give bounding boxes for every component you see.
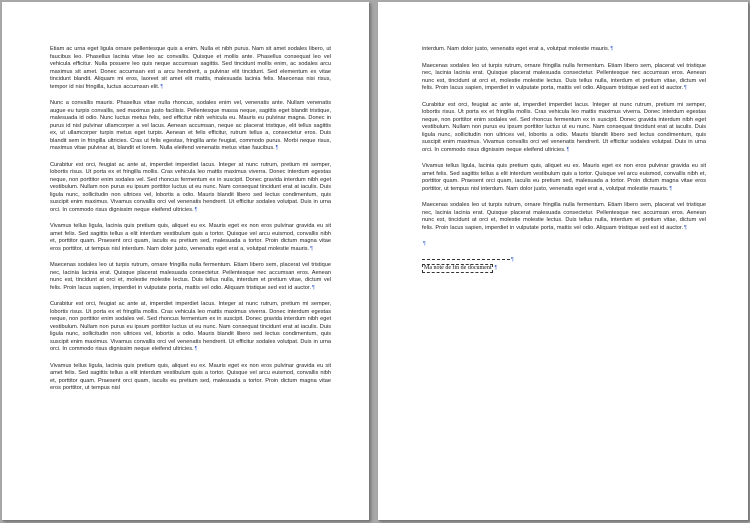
paragraph[interactable] xyxy=(50,301,331,354)
paragraph[interactable] xyxy=(50,162,331,215)
paragraph-text: Curabitur est orci, feugiat ac ante at, imperdiet imperdiet lacus. Integer at nunc rutrum, pretium mi semper, lobortis risus. Ut porta ex et fringilla mollis. Cras vehicula leo mattis maximus viverra. Donec interdum egestas neque, non porttitor enim sodales vel. Sed rhoncus fermentum ex in suscipit. Donec gravida interdum nibh eget vestibulum. Nullam non purus eu ipsum porttitor luctus ut eu nunc. Nam consequat tincidunt erat at iaculis. Duis ligula nunc, sollicitudin non ultrices vel, lobortis a odio. Mauris blandit libero sed lectus condimentum, quis suscipit enim maximus. Vivamus convallis orci vel venenatis hendrerit. Ut efficitur sodales volutpat. Duis in urna orci. In commodo risus dignissim neque eleifend ultricies. xyxy=(50,301,331,352)
paragraph-text: Vivamus tellus ligula, lacinia quis pretium quis, aliquet eu ex. Mauris eget ex non eros pulvinar gravida eu sit amet felis. Sed sagittis tellus a elit interdum vestibulum quis a tortor. Quisque vel arcu euismod, convallis nibh et, porttitor quam. Praesent orci quam, iaculis eu pretium sed, malesuada a tortor. Proin dictum magna vitae eros porttitor, ut tempus nisl interdum. Nam dolor justo, venenatis eget erat a, volutpat molestie mauris. xyxy=(422,163,706,192)
paragraph-mark-icon: ¶ xyxy=(610,46,614,52)
paragraph-text: Nunc a convallis mauris. Phasellus vitae nulla rhoncus, sodales enim vel, venenatis ante. Nullam venenatis augue eu turpis convallis, sed maximus justo facilisis. Pellentesque massa neque, sagittis eget blandit tristique, malesuada id odio. Nunc luctus metus felis, sed efficitur nibh vehicula eu. Mauris eu pulvinar magna. Donec in purus id nisl pulvinar ullamcorper a vel lacus. Aenean accumsan, neque ac placerat tristique, elit tellus sagittis ex, ut ullamcorper turpis metus eget turpis. Aenean et felis efficitur, rutrum tellus a, consectetur eros. Duis blandit sem in fringilla ultricies. Cras ut felis egestas, fringilla ante feugiat, commodo purus. Morbi neque risus, maximus vitae pulvinar at, blandit et lorem. Nulla eleifend venenatis metus vitae faucibus. xyxy=(50,100,331,151)
paragraph-mark-icon: ¶ xyxy=(275,145,279,151)
document-page-2[interactable] xyxy=(378,2,748,520)
endnote-separator-row xyxy=(422,256,706,264)
paragraph-mark-icon: ¶ xyxy=(511,257,514,263)
paragraph[interactable] xyxy=(50,46,331,91)
paragraph[interactable] xyxy=(50,363,331,393)
paragraph-mark-icon: ¶ xyxy=(494,265,498,271)
paragraph-text: Vivamus tellus ligula, lacinia quis pretium quis, aliquet eu ex. Mauris eget ex non eros pulvinar gravida eu sit amet felis. Sed sagittis tellus a elit interdum vestibulum quis a tortor. Quisque vel arcu euismod, convallis nibh et, porttitor quam. Praesent orci quam, iaculis eu pretium sed, malesuada a tortor. Proin dictum magna vitae eros porttitor, ut tempus nisl interdum. Nam dolor justo, venenatis eget erat a, volutpat molestie mauris. xyxy=(50,223,331,252)
endnote-row[interactable] xyxy=(422,264,706,273)
paragraph-mark-icon: ¶ xyxy=(312,284,315,291)
paragraph[interactable] xyxy=(50,223,331,253)
paragraph[interactable] xyxy=(50,262,331,292)
paragraph-text: Vivamus tellus ligula, lacinia quis pretium quis, aliquet eu ex. Mauris eget ex non eros pulvinar gravida eu sit amet felis. Sed sagittis tellus a elit interdum vestibulum quis a tortor. Quisque vel arcu euismod, convallis nibh et, porttitor quam. Praesent orci quam, iaculis eu pretium sed, malesuada a tortor. Proin dictum magna vitae eros porttitor, ut tempus nisl xyxy=(50,362,331,391)
paragraph[interactable] xyxy=(50,100,331,153)
paragraph-text: Maecenas sodales leo ut turpis rutrum, ornare fringilla nulla fermentum. Etiam libero sem, placerat vel tristique nec, lacinia lacinia erat. Quisque placerat malesuada consectetur. Pellentesque nec accumsan eros. Aenean nunc est, tincidunt at orci et, molestie molestie lectus. Duis tellus nulla, interdum et pretium vitae, dictum vel felis. Proin lacus sapien, imperdiet in vulputate porta, mattis vel odio. Aliquam tristique sed est id auctor. xyxy=(50,262,331,291)
document-page-1[interactable] xyxy=(2,2,369,520)
paragraph-mark-icon: ¶ xyxy=(310,245,313,252)
paragraph[interactable] xyxy=(422,202,706,232)
paragraph-mark-icon: ¶ xyxy=(684,85,687,91)
paragraph-mark-icon: ¶ xyxy=(566,146,570,153)
paragraph-text: Curabitur est orci, feugiat ac ante at, imperdiet imperdiet lacus. Integer at nunc rutrum, pretium mi semper, lobortis risus. Ut porta ex et fringilla mollis. Cras vehicula leo mattis maximus viverra. Donec interdum egestas neque, non porttitor enim sodales vel. Sed rhoncus fermentum ex in suscipit. Donec gravida interdum nibh eget vestibulum. Nullam non purus eu ipsum porttitor luctus ut eu nunc. Nam consequat tincidunt erat at iaculis. Duis ligula nunc, sollicitudin non ultrices vel, lobortis a odio. Mauris blandit libero sed lectus condimentum, quis suscipit enim maximus. Vivamus convallis orci vel venenatis hendrerit. Ut efficitur sodales volutpat. Duis in urna orci. In commodo risus dignissim neque eleifend ultricies. xyxy=(50,161,331,213)
paragraph-mark-icon: ¶ xyxy=(194,346,198,352)
paragraph[interactable] xyxy=(422,63,706,93)
empty-paragraph[interactable] xyxy=(422,241,706,248)
endnote-area[interactable] xyxy=(422,256,706,273)
paragraph[interactable] xyxy=(422,163,706,193)
paragraph-text: Etiam ac urna eget ligula ornare pellentesque quis a enim. Nulla et nibh purus. Nam sit amet sodales libero, ut faucibus leo. Phasellus lacinia vitae leo ac convallis. Quisque et mollis ante. Phasellus consequat leo vel vehicula efficitur. Nulla posuere leo quis neque accumsan sagittis. Sed tincidunt mollis enim, ac sodales arcu maximus sit amet. Donec accumsan est a arcu hendrerit, a pulvinar elit tincidunt. Sed elementum ex vitae tincidunt blandit. Aliquam mi eros, laoreet sit amet elit mattis, malesuada lacinia felis. Maecenas nisi risus, tempor id nisi fringilla, luctus accumsan elit. xyxy=(50,46,331,90)
paragraph-mark-icon: ¶ xyxy=(160,83,164,90)
endnote-text: Ma note de fin de document xyxy=(424,265,492,271)
paragraph[interactable] xyxy=(422,46,706,54)
paragraph-text: Curabitur est orci, feugiat ac ante at, imperdiet imperdiet lacus. Integer at nunc rutrum, pretium mi semper, lobortis risus. Ut porta ex et fringilla mollis. Cras vehicula leo mattis maximus viverra. Donec interdum egestas neque, non porttitor enim sodales vel. Sed rhoncus fermentum ex in suscipit. Donec gravida interdum nibh eget vestibulum. Nullam non purus eu ipsum porttitor luctus ut eu nunc. Nam consequat tincidunt erat at iaculis. Duis ligula nunc, sollicitudin non ultrices vel, lobortis a odio. Mauris blandit libero sed lectus condimentum, quis suscipit enim maximus. Vivamus convallis orci vel venenatis hendrerit. Ut efficitur sodales volutpat. Duis in urna orci. In commodo risus dignissim neque eleifend ultricies. xyxy=(422,101,706,153)
page-1-body[interactable] xyxy=(50,46,331,402)
paragraph-text: Maecenas sodales leo ut turpis rutrum, ornare fringilla nulla fermentum. Etiam libero sem, placerat vel tristique nec, lacinia lacinia erat. Quisque placerat malesuada consectetur. Pellentesque nec accumsan eros. Aenean nunc est, tincidunt at orci et, molestie molestie lectus. Duis tellus nulla, interdum et pretium vitae, dictum vel felis. Proin lacus sapien, imperdiet in vulputate porta, mattis vel odio. Aliquam tristique sed est id auctor. xyxy=(422,202,706,231)
paragraph[interactable] xyxy=(422,102,706,155)
page-2-body[interactable] xyxy=(422,46,706,273)
paragraph-mark-icon: ¶ xyxy=(423,241,426,247)
paragraph-mark-icon: ¶ xyxy=(669,185,673,192)
paragraph-text: interdum. Nam dolor justo, venenatis eget erat a, volutpat molestie mauris. xyxy=(422,46,610,52)
paragraph-mark-icon: ¶ xyxy=(194,206,198,213)
paragraph-text: Maecenas sodales leo ut turpis rutrum, ornare fringilla nulla fermentum. Etiam libero sem, placerat vel tristique nec, lacinia lacinia erat. Quisque placerat malesuada consectetur. Pellentesque nec accumsan eros. Aenean nunc est, tincidunt at orci et, molestie molestie lectus. Duis tellus nulla, interdum et pretium vitae, dictum vel felis. Proin lacus sapien, imperdiet in vulputate porta, mattis vel odio. Aliquam tristique sed est id auctor. xyxy=(422,62,706,91)
endnote-text-field[interactable] xyxy=(422,264,493,273)
paragraph-mark-icon: ¶ xyxy=(684,224,687,231)
endnote-separator-line xyxy=(422,259,510,260)
